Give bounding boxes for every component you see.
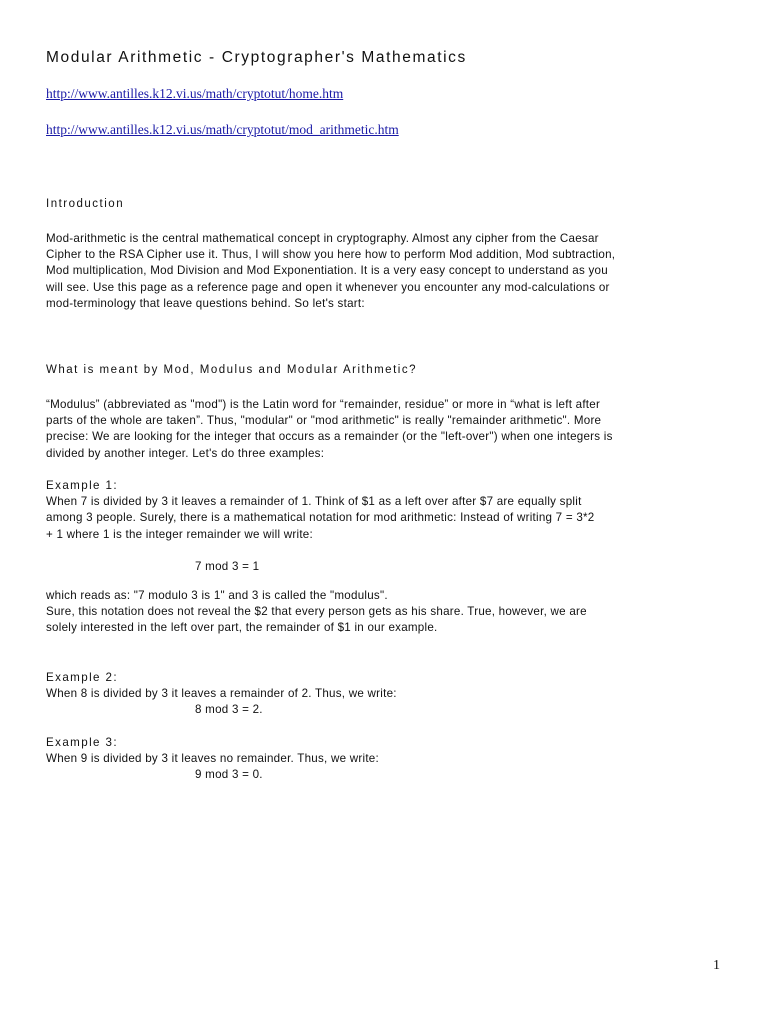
- example-1: [46, 478, 736, 575]
- spacer: [46, 543, 736, 559]
- paragraph-line: “Modulus” (abbreviated as "mod") is the Latin word for “remainder, residue” or more in “what is left after: [46, 398, 601, 411]
- example-3-formula: 9 mod 3 = 0.: [195, 768, 263, 782]
- paragraph-line: which reads as: "7 modulo 3 is 1" and 3 is called the "modulus".: [46, 589, 388, 602]
- document-title: Modular Arithmetic - Cryptographer's Mathematics: [46, 49, 467, 66]
- paragraph-line: When 8 is divided by 3 it leaves a remainder of 2. Thus, we write:: [46, 687, 397, 701]
- mod-arithmetic-link[interactable]: http://www.antilles.k12.vi.us/math/cryptotut/mod_arithmetic.htm: [46, 122, 399, 137]
- home-link[interactable]: http://www.antilles.k12.vi.us/math/cryptotut/home.htm: [46, 86, 344, 101]
- paragraph-line: parts of the whole are taken”. Thus, "modular" or "mod arithmetic" is really "remainder arithmetic". More: [46, 414, 602, 428]
- paragraph-line: among 3 people. Surely, there is a mathematical notation for mod arithmetic: Instead of writing 7 = 3*2: [46, 511, 595, 525]
- page-number: 1: [713, 958, 720, 973]
- paragraph-line: solely interested in the left over part, the remainder of $1 in our example.: [46, 621, 438, 635]
- example-2: [46, 670, 736, 719]
- what-is-mod-heading: What is meant by Mod, Modulus and Modular Arithmetic?: [46, 364, 417, 376]
- introduction-heading: Introduction: [46, 198, 125, 210]
- paragraph-line: Mod multiplication, Mod Division and Mod Exponentiation. It is a very easy concept to understand as you: [46, 264, 608, 278]
- example-1-label: Example 1:: [46, 479, 118, 492]
- paragraph-line: When 7 is divided by 3 it leaves a remainder of 1. Think of $1 as a left over after $7 are equally split: [46, 495, 582, 509]
- paragraph-line: will see. Use this page as a reference page and open it whenever you encounter any mod-calculations or: [46, 280, 610, 294]
- example-2-label: Example 2:: [46, 671, 118, 684]
- paragraph-line: mod-terminology that leave questions behind. So let's start:: [46, 296, 365, 310]
- paragraph-line: When 9 is divided by 3 it leaves no remainder. Thus, we write:: [46, 752, 379, 766]
- paragraph-line: + 1 where 1 is the integer remainder we will write:: [46, 527, 313, 541]
- modulus-paragraph: [46, 397, 736, 462]
- introduction-paragraph: [46, 231, 736, 312]
- example-3-label: Example 3:: [46, 736, 118, 749]
- example-1-explanation: [46, 588, 736, 637]
- paragraph-line: divided by another integer. Let's do three examples:: [46, 446, 325, 460]
- paragraph-line: Cipher to the RSA Cipher use it. Thus, I will show you here how to perform Mod addition, Mod subtraction,: [46, 248, 616, 262]
- example-1-formula: 7 mod 3 = 1: [195, 559, 260, 573]
- paragraph-line: Mod-arithmetic is the central mathematical concept in cryptography. Almost any cipher from the Caesar: [46, 232, 599, 245]
- paragraph-line: Sure, this notation does not reveal the $2 that every person gets as his share. True, however, we are: [46, 605, 587, 619]
- example-2-formula: 8 mod 3 = 2.: [195, 703, 263, 717]
- paragraph-line: precise: We are looking for the integer that occurs as a remainder (or the "left-over") when one integers is: [46, 430, 613, 444]
- example-3: [46, 735, 736, 784]
